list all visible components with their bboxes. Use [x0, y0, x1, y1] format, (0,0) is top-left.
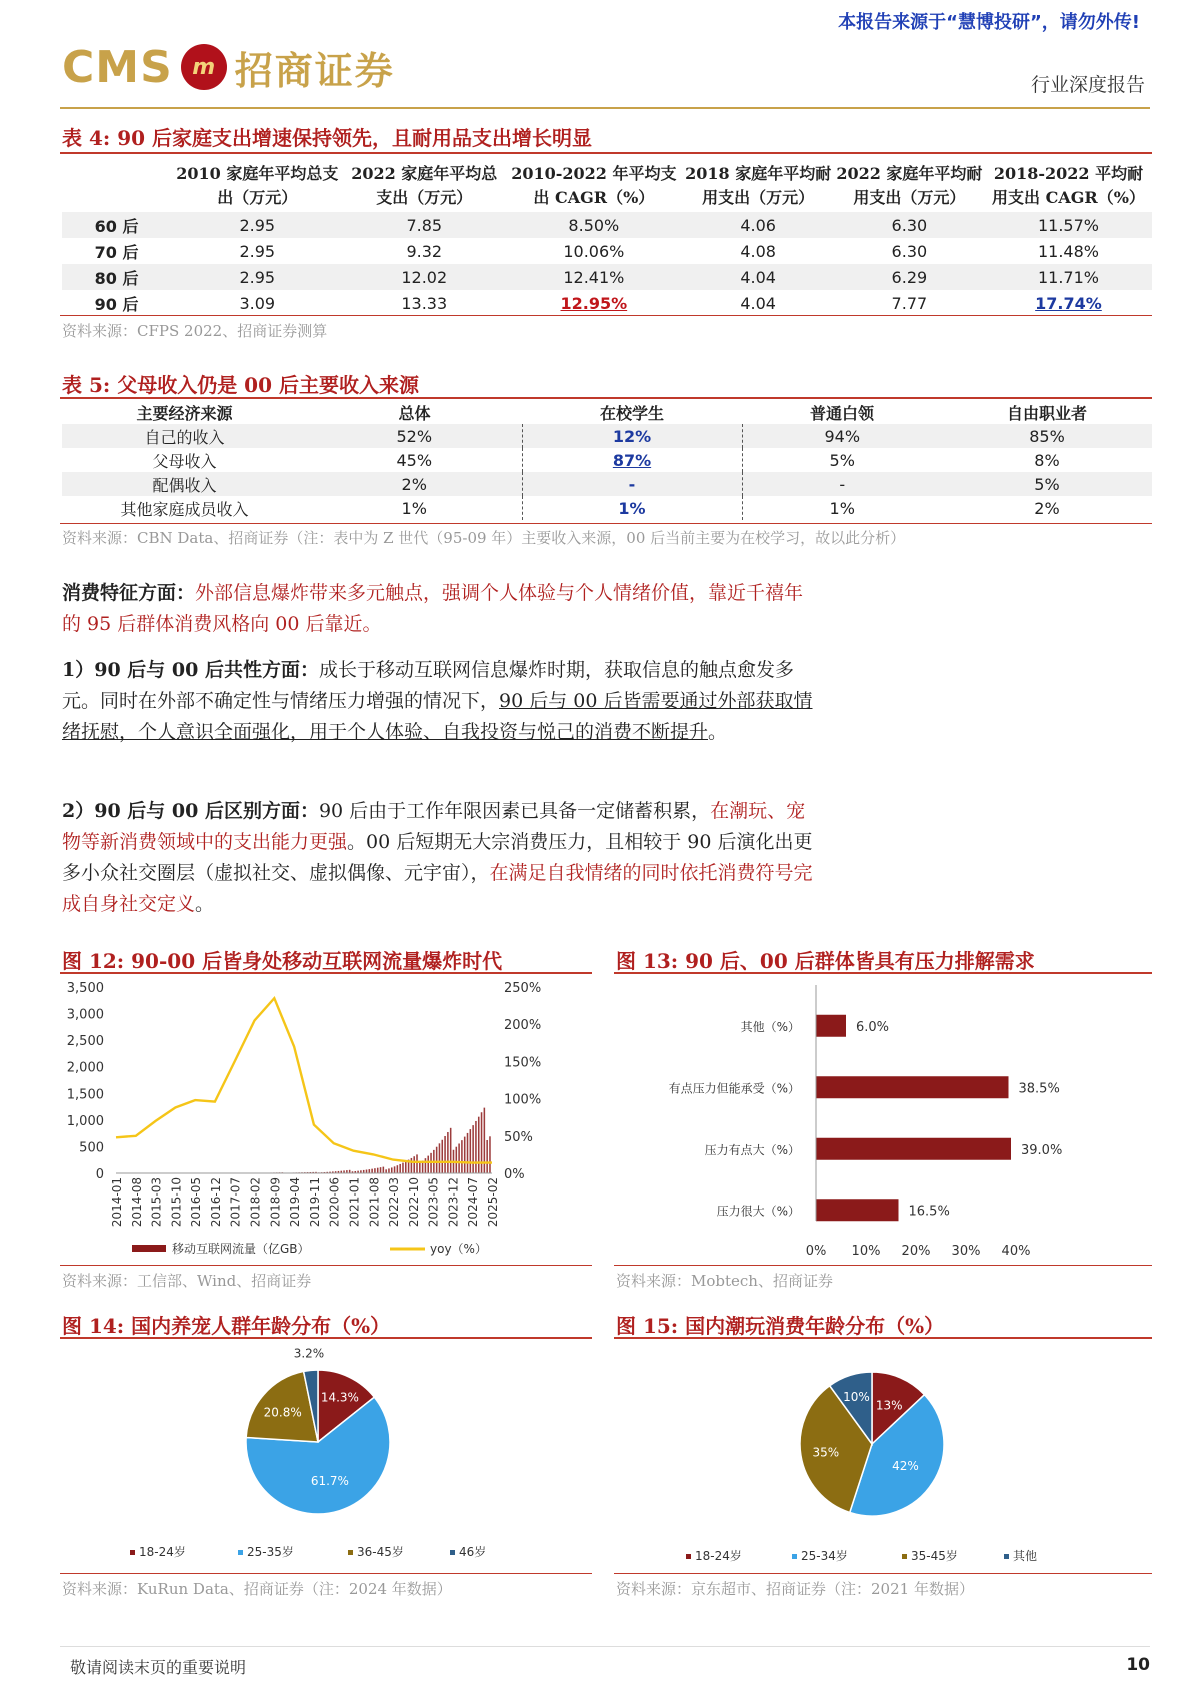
- traffic-bar: [402, 1163, 404, 1173]
- table-cell: 13.33: [401, 293, 448, 313]
- table5-col-header: 在校学生: [599, 403, 664, 423]
- paragraph-text: 。: [195, 893, 215, 915]
- traffic-bar: [411, 1158, 413, 1173]
- pressure-bar: [816, 1076, 1009, 1098]
- logo-text-en: CMS: [62, 41, 173, 93]
- slice-label: 3.2%: [293, 1346, 325, 1361]
- legend-label: 18-24岁: [695, 1549, 742, 1563]
- table-row: [62, 448, 1152, 472]
- y-axis-right-tick: 50%: [504, 1129, 533, 1145]
- y-axis-right-tick: 100%: [504, 1092, 542, 1108]
- fig15-bottom-rule: [614, 1573, 1152, 1574]
- table-cell: 3.09: [239, 293, 276, 313]
- table5: [62, 400, 1152, 520]
- table-cell: 6.30: [834, 212, 985, 238]
- fig12-bottom-rule: [60, 1265, 592, 1266]
- data-label: 6.0%: [856, 1019, 890, 1035]
- table5-col-header: 自由职业者: [1006, 403, 1087, 423]
- table-cell: 父母收入: [152, 451, 217, 471]
- table-cell: 1%: [401, 498, 427, 518]
- x-axis-tick: 2025-02: [486, 1177, 500, 1228]
- table4: [62, 160, 1152, 316]
- legend-label: 移动互联网流量（亿GB）: [172, 1242, 310, 1256]
- watermark-notice: 本报告来源于“慧博投研”，请勿外传!: [838, 12, 1140, 33]
- table-cell: 1%: [522, 496, 742, 520]
- traffic-bar: [394, 1166, 396, 1173]
- x-axis-tick: 2014-01: [110, 1177, 124, 1228]
- fig15-caption: 图 15: 国内潮玩消费年龄分布（%）: [616, 1314, 945, 1338]
- table4-col-header: 2018-2022 平均耐用支出 CAGR（%）: [992, 164, 1145, 207]
- x-axis-tick: 2019-11: [307, 1177, 322, 1228]
- fig13-bottom-rule: [614, 1265, 1152, 1266]
- table-cell: 10.06%: [563, 241, 625, 261]
- table-cell: 5%: [742, 448, 942, 472]
- table-cell: 自己的收入: [62, 424, 307, 448]
- x-axis-tick: 0%: [805, 1244, 827, 1259]
- document-type: 行业深度报告: [1030, 74, 1145, 96]
- legend-swatch: [686, 1554, 691, 1559]
- legend-swatch: [238, 1550, 243, 1555]
- paragraph-red-text: 在满足自我情绪的同时依托消费符号完成自身社交定义: [62, 862, 813, 915]
- table4-source: 资料来源：CFPS 2022、招商证券测算: [62, 322, 328, 340]
- table-cell: 5%: [942, 472, 1152, 496]
- y-axis-right-tick: 0%: [504, 1167, 525, 1182]
- yoy-line: [116, 998, 492, 1162]
- fig13-chart: [614, 975, 1154, 1265]
- traffic-bar: [439, 1143, 441, 1173]
- fig15-top-rule: [614, 1337, 1152, 1339]
- y-axis-left-tick: 2,500: [66, 1034, 104, 1050]
- table-cell: 1%: [742, 496, 942, 520]
- x-axis-tick: 2020-06: [327, 1177, 342, 1228]
- paragraph-text: 外部信息爆炸带来多元触点，强调个人体验与个人情绪价值，靠近千禧年的 95 后群体消费风格向 00 后靠近。: [62, 582, 804, 635]
- y-axis-left-tick: 1,000: [66, 1113, 104, 1129]
- table-cell: 90 后: [94, 294, 139, 314]
- pressure-bar: [816, 1199, 899, 1221]
- table-cell: 11.71%: [985, 264, 1152, 290]
- table-cell: 12.02: [343, 264, 505, 290]
- table-row: [62, 290, 1152, 316]
- footer-note: 敬请阅读末页的重要说明: [70, 1658, 247, 1677]
- traffic-bar: [441, 1140, 443, 1173]
- fig14-top-rule: [60, 1337, 592, 1339]
- traffic-bar: [478, 1117, 480, 1173]
- legend-label: 36-45岁: [357, 1545, 404, 1559]
- table-cell: 2.95: [171, 264, 343, 290]
- slice-label: 14.3%: [320, 1390, 359, 1405]
- fig14-caption: 图 14: 国内养宠人群年龄分布（%）: [62, 1314, 391, 1338]
- slice-label: 10%: [843, 1390, 870, 1405]
- table-cell: 7.77: [891, 293, 928, 313]
- traffic-bar: [385, 1169, 387, 1173]
- table-cell: 2%: [307, 472, 522, 496]
- x-axis-tick: 10%: [851, 1244, 881, 1259]
- table-cell: -: [522, 472, 742, 496]
- table4-bottom-rule: [60, 315, 1152, 316]
- table4-top-rule: [60, 152, 1152, 154]
- table4-col-header: 2022 家庭年平均耐用支出（万元）: [836, 164, 983, 207]
- legend-label: 25-35岁: [247, 1545, 294, 1559]
- paragraph-lead: 1）90 后与 00 后共性方面：: [62, 659, 319, 681]
- pressure-bar: [816, 1015, 846, 1037]
- table-cell: 6.29: [834, 264, 985, 290]
- traffic-bar: [489, 1136, 491, 1173]
- x-axis-tick: 30%: [951, 1244, 981, 1259]
- x-axis-tick: 2018-02: [248, 1177, 263, 1228]
- table-cell: 2%: [1034, 498, 1060, 518]
- traffic-bar: [383, 1167, 385, 1173]
- table5-col-header: 总体: [398, 403, 431, 423]
- fig14-chart: [60, 1340, 595, 1570]
- x-axis-tick: 2018-09: [268, 1177, 283, 1228]
- table-cell: 52%: [307, 424, 522, 448]
- traffic-bar: [458, 1143, 460, 1173]
- legend-label: 46岁: [459, 1545, 487, 1559]
- traffic-bar: [461, 1140, 463, 1173]
- y-axis-left-tick: 3,500: [66, 981, 104, 996]
- highlight-cell: 17.74%: [1035, 293, 1102, 313]
- fig12-source: 资料来源：工信部、Wind、招商证券: [62, 1272, 312, 1290]
- table-cell: 配偶收入: [62, 472, 307, 496]
- legend-swatch: [792, 1554, 797, 1559]
- paragraph-red-text: 在潮玩、宠物等新消费领域中的支出能力更强: [62, 800, 806, 853]
- x-axis-tick: 20%: [901, 1244, 931, 1259]
- table4-caption: 表 4: 90 后家庭支出增速保持领先，且耐用品支出增长明显: [62, 126, 593, 150]
- fig12-chart: [60, 975, 595, 1265]
- x-axis-tick: 2021-08: [367, 1177, 382, 1228]
- table4-col-header: [62, 160, 171, 212]
- fig15-source: 资料来源：京东超市、招商证券（注：2021 年数据）: [616, 1580, 974, 1598]
- traffic-bar: [450, 1128, 452, 1173]
- table-cell: 9.32: [406, 241, 443, 261]
- category-label: 有点压力但能承受（%）: [668, 1081, 800, 1096]
- page-number: 10: [1126, 1655, 1150, 1675]
- table-cell: 80 后: [62, 264, 171, 290]
- paragraph-lead: 2）90 后与 00 后区别方面：: [62, 800, 319, 822]
- table4-col-header: 2010 家庭年平均总支出（万元）: [176, 164, 339, 207]
- traffic-bar: [436, 1147, 438, 1173]
- paragraph-text: 。: [708, 721, 728, 743]
- traffic-bar: [475, 1121, 477, 1173]
- y-axis-right-tick: 250%: [504, 981, 542, 996]
- slice-label: 13%: [875, 1398, 903, 1413]
- traffic-bar: [464, 1137, 466, 1173]
- traffic-bar: [467, 1133, 469, 1173]
- pressure-bar: [816, 1138, 1011, 1160]
- x-axis-tick: 2023-12: [446, 1177, 461, 1228]
- traffic-bar: [444, 1136, 446, 1173]
- y-axis-left-tick: 1,500: [66, 1087, 104, 1103]
- traffic-bar: [486, 1140, 488, 1173]
- fig13-source: 资料来源：Mobtech、招商证券: [616, 1272, 833, 1290]
- traffic-bar: [427, 1156, 429, 1173]
- fig12-top-rule: [60, 972, 592, 974]
- fig14-source: 资料来源：KuRun Data、招商证券（注：2024 年数据）: [62, 1580, 452, 1598]
- table-cell: 12%: [522, 424, 742, 448]
- x-axis-tick: 2014-08: [129, 1177, 144, 1228]
- company-logo: [62, 40, 395, 94]
- table-cell: 60 后: [62, 212, 171, 238]
- traffic-bar: [369, 1169, 371, 1173]
- paragraph-lead: 消费特征方面：: [62, 582, 196, 604]
- table-cell: 4.04: [740, 293, 776, 313]
- paragraph-consumption-features: [62, 578, 822, 640]
- table5-bottom-rule: [60, 523, 1152, 524]
- table-row: [62, 472, 1152, 496]
- paragraph-underlined-text: 90 后与 00 后皆需要通过外部获取情绪抚慰，个人意识全面强化，用于个人体验、自我投资与悦己的消费不断提升: [62, 690, 813, 743]
- header-divider: [60, 107, 1150, 109]
- y-axis-left-tick: 2,000: [66, 1060, 104, 1076]
- table-cell: 6.30: [891, 241, 928, 261]
- table-cell: 其他家庭成员收入: [120, 499, 249, 519]
- table-row: [62, 496, 1152, 520]
- fig12-caption: 图 12: 90-00 后皆身处移动互联网流量爆炸时代: [62, 949, 503, 973]
- table-row: [62, 238, 1152, 264]
- traffic-bar: [388, 1168, 390, 1173]
- slice-label: 20.8%: [263, 1405, 302, 1420]
- data-label: 39.0%: [1021, 1142, 1063, 1158]
- table5-col-header: 主要经济来源: [136, 403, 233, 423]
- legend-swatch: [450, 1550, 455, 1555]
- category-label: 压力很大（%）: [716, 1204, 800, 1219]
- x-axis-tick: 2023-05: [426, 1177, 441, 1228]
- paragraph-differences: [62, 796, 822, 920]
- traffic-bar: [416, 1154, 418, 1173]
- x-axis-tick: 2015-03: [149, 1177, 164, 1228]
- y-axis-left-tick: 500: [79, 1140, 104, 1156]
- fig13-caption: 图 13: 90 后、00 后群体皆具有压力排解需求: [616, 949, 1035, 973]
- table-cell: 12.41%: [505, 264, 682, 290]
- table-cell: 11.57%: [985, 212, 1152, 238]
- traffic-bar: [397, 1165, 399, 1173]
- logo-mark-icon: m: [181, 44, 227, 90]
- y-axis-left-tick: 3,000: [66, 1007, 104, 1023]
- traffic-bar: [399, 1164, 401, 1173]
- x-axis-tick: 2024-07: [466, 1177, 481, 1228]
- traffic-bar: [456, 1147, 458, 1173]
- traffic-bar: [366, 1170, 368, 1173]
- traffic-bar: [371, 1169, 373, 1173]
- legend-label: 18-24岁: [139, 1545, 186, 1559]
- table-cell: 70 后: [94, 242, 139, 262]
- traffic-bar: [413, 1156, 415, 1173]
- x-axis-tick: 2019-04: [288, 1177, 303, 1228]
- highlight-cell: 12.95%: [560, 293, 628, 313]
- x-axis-tick: 2016-05: [189, 1177, 204, 1228]
- slice-label: 42%: [892, 1459, 919, 1474]
- x-axis-tick: 2021-01: [347, 1177, 362, 1228]
- fig14-bottom-rule: [60, 1573, 592, 1574]
- legend-swatch-traffic: [132, 1245, 166, 1252]
- table-cell: 2.95: [239, 241, 276, 261]
- x-axis-tick: 40%: [1001, 1244, 1031, 1259]
- x-axis-tick: 2017-07: [228, 1177, 243, 1228]
- traffic-bar: [481, 1112, 483, 1173]
- table-cell: 7.85: [343, 212, 505, 238]
- data-label: 38.5%: [1018, 1081, 1060, 1097]
- traffic-bar: [374, 1168, 376, 1173]
- x-axis-tick: 2015-10: [169, 1177, 184, 1228]
- category-label: 其他（%）: [740, 1019, 800, 1034]
- slice-label: 61.7%: [310, 1473, 349, 1488]
- table-cell: 4.06: [683, 212, 834, 238]
- table5-caption: 表 5: 父母收入仍是 00 后主要收入来源: [62, 373, 419, 397]
- traffic-bar: [470, 1129, 472, 1173]
- table-cell: 8%: [1034, 450, 1060, 470]
- table-cell: 2.95: [171, 212, 343, 238]
- y-axis-right-tick: 200%: [504, 1018, 542, 1034]
- traffic-bar: [380, 1167, 382, 1173]
- table5-top-rule: [60, 397, 1152, 399]
- legend-label: 其他: [1013, 1549, 1038, 1563]
- table-cell: 85%: [942, 424, 1152, 448]
- y-axis-right-tick: 150%: [504, 1055, 542, 1071]
- data-label: 16.5%: [908, 1204, 950, 1220]
- traffic-bar: [472, 1125, 474, 1173]
- x-axis-tick: 2022-10: [406, 1177, 421, 1228]
- paragraph-text: 。00 后短期无大宗消费压力，且相较于 90 后演化出更多小众社交圈层（虚拟社交、虚拟偶像、元宇宙），: [62, 831, 813, 884]
- footer-divider: [60, 1646, 1150, 1647]
- table-cell: 45%: [396, 450, 433, 470]
- x-axis-tick: 2022-03: [387, 1177, 402, 1228]
- traffic-bar: [391, 1167, 393, 1173]
- table5-col-header: 普通白领: [809, 403, 874, 423]
- legend-label: 35-45岁: [911, 1549, 958, 1563]
- x-axis-tick: 2016-12: [208, 1177, 223, 1228]
- traffic-bar: [419, 1163, 421, 1173]
- table-cell: 8.50%: [505, 212, 682, 238]
- table-cell: 4.08: [740, 241, 776, 261]
- traffic-bar: [377, 1168, 379, 1173]
- table4-col-header: 2010-2022 年平均支出 CAGR（%）: [511, 164, 677, 207]
- paragraph-commonality: [62, 655, 822, 748]
- table-cell: 94%: [742, 424, 942, 448]
- fig13-top-rule: [614, 972, 1152, 974]
- y-axis-left-tick: 0: [95, 1167, 104, 1182]
- legend-label: yoy（%）: [430, 1242, 487, 1256]
- logo-text-cn: 招商证券: [234, 47, 395, 93]
- table-row: [62, 264, 1152, 290]
- legend-swatch: [902, 1554, 907, 1559]
- legend-swatch: [348, 1550, 353, 1555]
- table4-col-header: 2022 家庭年平均总支出（万元）: [351, 164, 498, 207]
- table-cell: -: [742, 472, 942, 496]
- legend-label: 25-34岁: [801, 1549, 848, 1563]
- traffic-bar: [447, 1132, 449, 1173]
- table-row: [62, 212, 1152, 238]
- legend-swatch: [1004, 1554, 1009, 1559]
- fig15-chart: [614, 1340, 1154, 1570]
- legend-swatch: [130, 1550, 135, 1555]
- table4-col-header: 2018 家庭年平均耐用支出（万元）: [685, 164, 832, 207]
- highlight-cell: 87%: [522, 448, 742, 472]
- table5-source: 资料来源：CBN Data、招商证券（注：表中为 Z 世代（95-09 年）主要收入来源，00 后当前主要为在校学习，故以此分析）: [62, 529, 906, 547]
- table-row: [62, 424, 1152, 448]
- paragraph-text: 成长于移动互联网信息爆炸时期，获取信息的触点愈发多元。同时在外部不确定性与情绪压力增强的情况下，: [62, 659, 794, 712]
- traffic-bar: [405, 1161, 407, 1173]
- paragraph-text: 90 后由于工作年限因素已具备一定储蓄积累，: [318, 800, 711, 822]
- slice-label: 35%: [812, 1445, 840, 1460]
- table-cell: 11.48%: [1037, 241, 1099, 261]
- table-cell: 4.04: [683, 264, 834, 290]
- traffic-bar: [425, 1158, 427, 1173]
- category-label: 压力有点大（%）: [704, 1142, 800, 1157]
